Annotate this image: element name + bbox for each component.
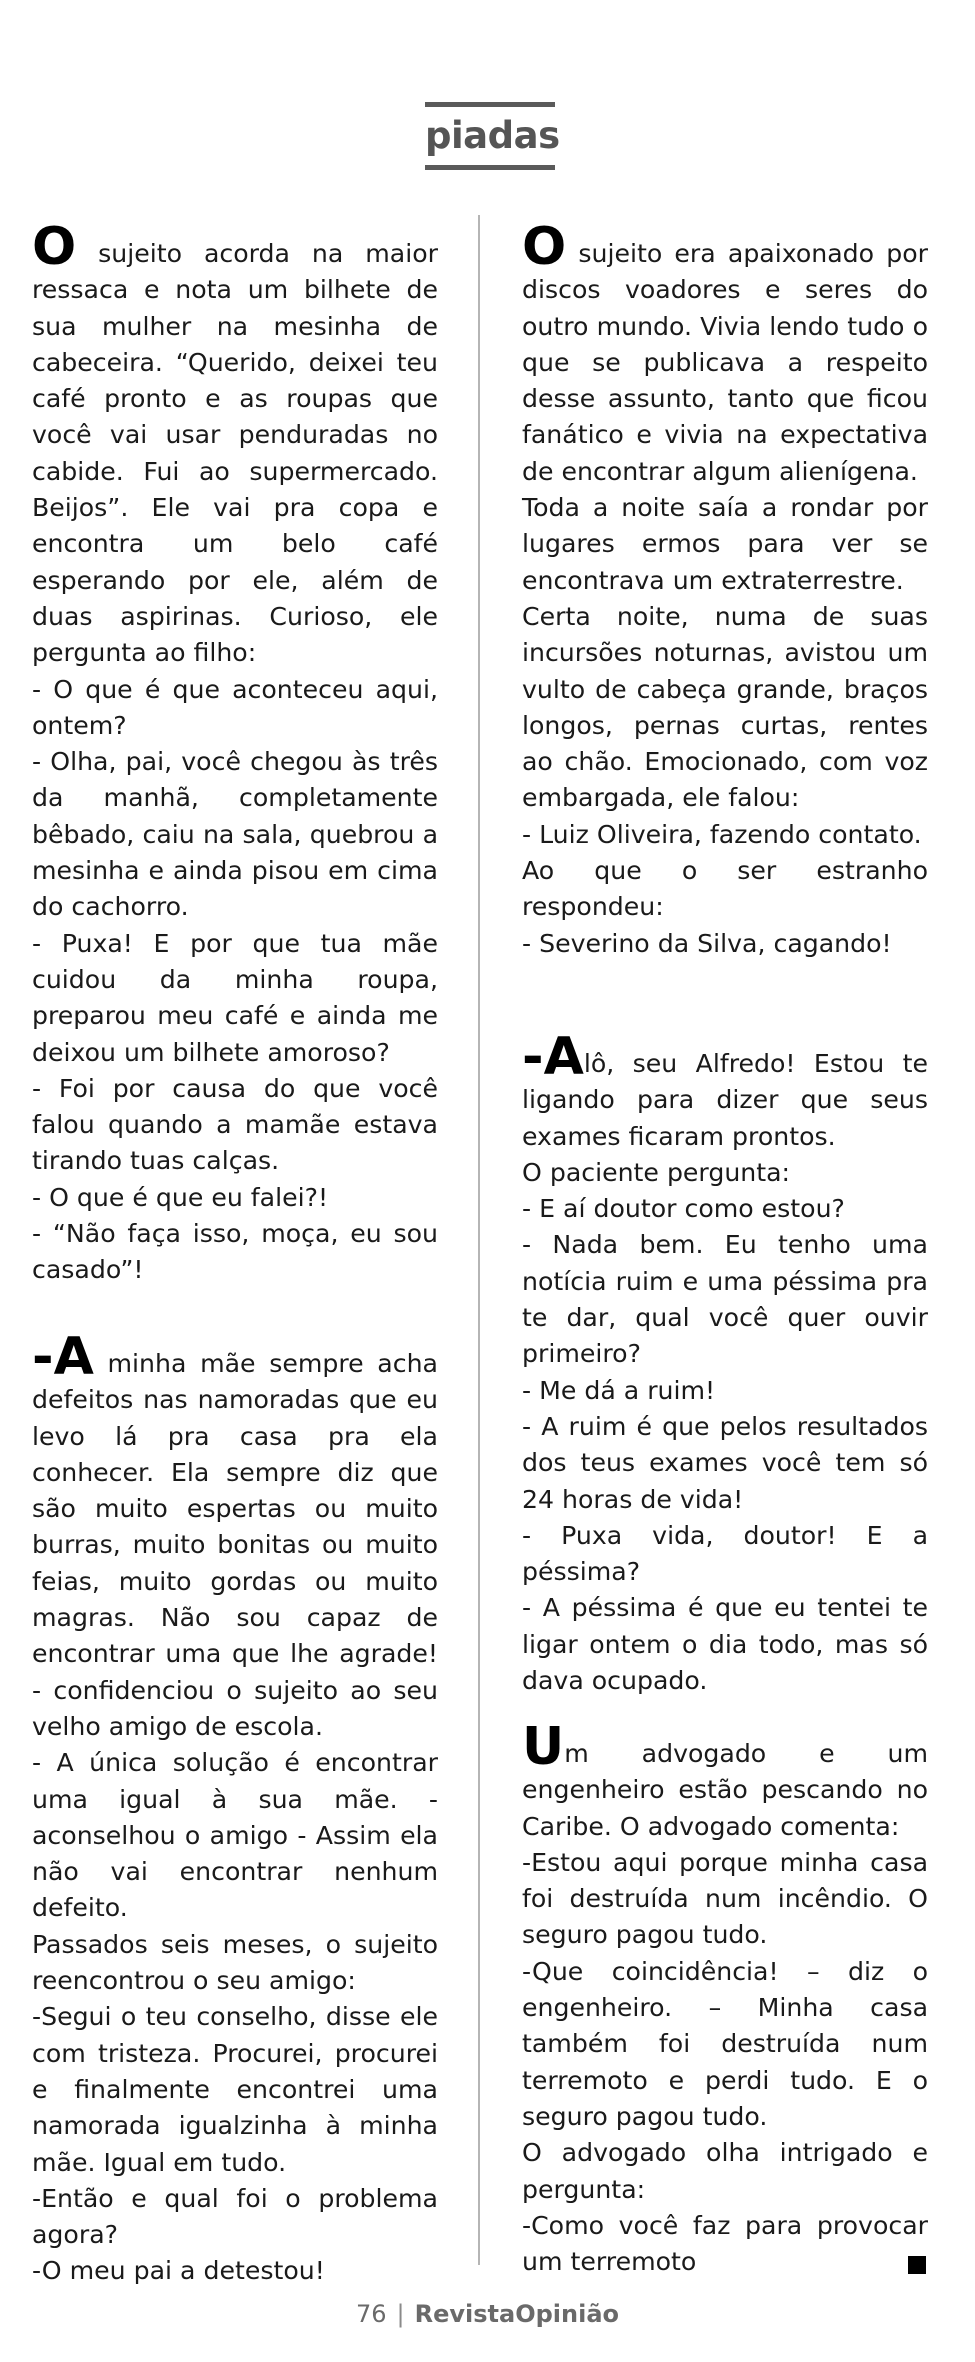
- story-lead: [32, 217, 438, 672]
- paragraph: O advogado olha intrigado e pergunta:: [522, 2138, 928, 2204]
- paragraph: - Severino da Silva, cagando!: [522, 928, 892, 958]
- paragraph: - Nada bem. Eu tenho uma notícia ruim e uma péssima pra te dar, qual você quer ouvir primeiro?: [522, 1230, 928, 1369]
- lead-text: sujeito era apaixonado por discos voadores e seres do outro mundo. Vivia lendo tudo o que se publicava a respeito desse assunto, tanto que ficou fanático e vivia na expectativa de encontrar algum alienígena.: [522, 239, 928, 486]
- paragraph: Ao que o ser estranho respondeu:: [522, 856, 928, 922]
- lead-text: m advogado e um engenheiro estão pescando no Caribe. O advogado comenta:: [522, 1739, 928, 1841]
- paragraph: - Puxa vida, doutor! E a péssima?: [522, 1520, 928, 1587]
- paragraph: - “Não faça isso, moça, eu sou casado”!: [32, 1219, 438, 1285]
- joke-girlfriend: [32, 1327, 438, 2290]
- joke-lawyer: [522, 1717, 928, 2280]
- paragraph: - Foi por causa do que você falou quando a mamãe estava tirando tuas calças.: [32, 1073, 438, 1176]
- section-header: [425, 102, 560, 170]
- lead-text: lô, seu Alfredo! Estou te ligando para dizer que seus exames ficaram prontos.: [522, 1049, 928, 1151]
- joke-alien: [522, 217, 928, 962]
- joke-doctor: [522, 1027, 928, 1699]
- paragraph: -Como você faz para provocar um terremoto: [522, 2210, 928, 2277]
- story-lead: [522, 217, 928, 490]
- footer-separator: |: [396, 2300, 405, 2328]
- story-lead: [522, 1027, 928, 1155]
- paragraph: -Então e qual foi o problema agora?: [32, 2183, 438, 2250]
- dropcap: O: [32, 217, 77, 277]
- paragraph: - Olha, pai, você chegou às três da manhã, completamente bêbado, caiu na sala, quebrou a mesinha e ainda pisou em cima do cachorro.: [32, 747, 438, 922]
- section-title: piadas: [425, 114, 560, 157]
- column-divider: [478, 215, 480, 2265]
- paragraph: - E aí doutor como estou?: [522, 1194, 845, 1224]
- paragraph: - A ruim é que pelos resultados dos teus exames você tem só 24 horas de vida!: [522, 1411, 928, 1514]
- paragraph: O paciente pergunta:: [522, 1157, 791, 1187]
- lead-text: minha mãe sempre acha defeitos nas namoradas que eu levo lá pra casa pra ela conhecer. Ela sempre diz que são muito espertas ou muito burras, muito bonitas ou muito feias, muito gordas ou muito magras. Não sou capaz de encontrar uma que lhe agrade! - confidenciou o sujeito ao seu velho amigo de escola.: [32, 1349, 438, 1741]
- magazine-name: RevistaOpinião: [414, 2300, 620, 2328]
- dropcap: -A: [32, 1327, 94, 1387]
- paragraph: -Segui o teu conselho, disse ele com tristeza. Procurei, procurei e finalmente encontrei uma namorada igualzinha à minha mãe. Igual em tudo.: [32, 2002, 438, 2177]
- paragraph: Toda a noite saía a rondar por lugares ermos para ver se encontrava um extraterrestre.: [522, 493, 928, 595]
- paragraph: - O que é que aconteceu aqui, ontem?: [32, 674, 438, 740]
- dropcap: O: [522, 217, 567, 277]
- paragraph: - A péssima é que eu tentei te ligar ontem o dia todo, mas só dava ocupado.: [522, 1593, 928, 1696]
- story-lead: [522, 1717, 928, 1845]
- story-lead: [32, 1327, 438, 1745]
- page-number: 76: [355, 2300, 387, 2328]
- paragraph: - O que é que eu falei?!: [32, 1182, 329, 1212]
- paragraph: -Estou aqui porque minha casa foi destruída num incêndio. O seguro pagou tudo.: [522, 1847, 928, 1950]
- paragraph: - Puxa! E por que tua mãe cuidou da minha roupa, preparou meu café e ainda me deixou um bilhete amoroso?: [32, 928, 438, 1067]
- paragraph: - Luiz Oliveira, fazendo contato.: [522, 819, 922, 849]
- end-of-article-icon: [908, 2256, 926, 2274]
- lead-text: sujeito acorda na maior ressaca e nota um bilhete de sua mulher na mesinha de cabeceira. “Querido, deixei teu café pronto e as roupas que você vai usar penduradas no cabide. Fui ao supermercado. Beijos”. Ele vai pra copa e encontra um belo café esperando por ele, além de duas aspirinas. Curioso, ele pergunta ao filho:: [32, 239, 438, 668]
- header-rule-bottom: [425, 165, 555, 170]
- joke-hangover: [32, 217, 438, 1289]
- paragraph: - A única solução é encontrar uma igual à sua mãe. - aconselhou o amigo - Assim ela não vai encontrar nenhum defeito.: [32, 1748, 438, 1923]
- dropcap: U: [522, 1717, 565, 1777]
- paragraph: Certa noite, numa de suas incursões noturnas, avistou um vulto de cabeça grande, braços longos, pernas curtas, rentes ao chão. Emocionado, com voz embargada, ele falou:: [522, 601, 928, 813]
- paragraph: -Que coincidência! – diz o engenheiro. – Minha casa também foi destruída num terremoto e perdi tudo. E o seguro pagou tudo.: [522, 1956, 928, 2131]
- paragraph: -O meu pai a detestou!: [32, 2256, 325, 2286]
- header-rule-top: [425, 102, 555, 107]
- paragraph: Passados seis meses, o sujeito reencontrou o seu amigo:: [32, 1929, 438, 1996]
- page-footer: [0, 2300, 975, 2328]
- dropcap: -A: [522, 1027, 584, 1087]
- paragraph: - Me dá a ruim!: [522, 1375, 716, 1405]
